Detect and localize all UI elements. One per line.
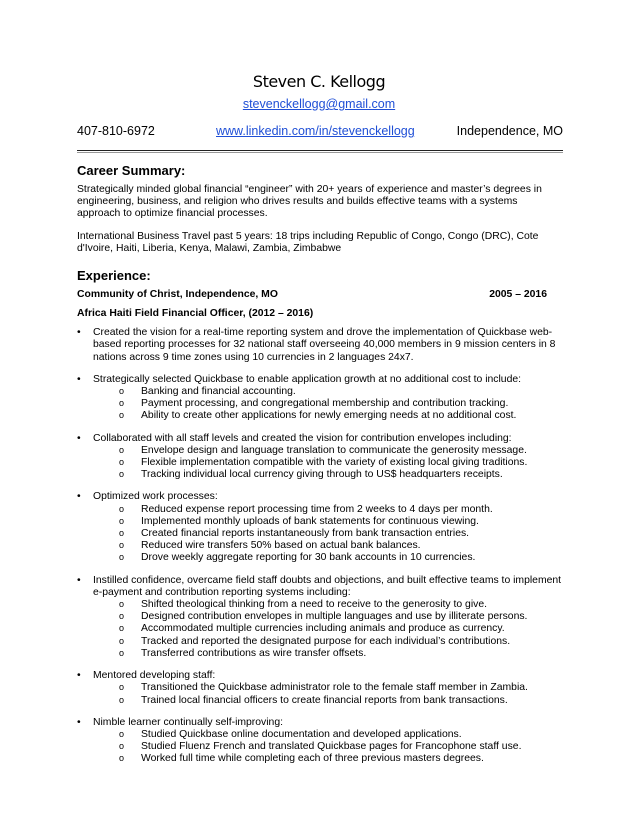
list-item <box>77 433 563 482</box>
contact-line <box>77 124 563 140</box>
experience-heading: Experience: <box>77 268 151 284</box>
summary-paragraph: Strategically minded global financial “engineer” with 20+ years of experience and master’s degrees in engineering, business, and religion who drives results and builds effective teams with a systems approach to optimize financial processes. <box>77 184 542 220</box>
sub-list <box>93 445 563 482</box>
bullet-text: Collaborated with all staff levels and created the vision for contribution envelopes including: <box>93 432 512 444</box>
list-item <box>77 575 563 660</box>
job-title: Africa Haiti Field Financial Officer, (2012 – 2016) <box>77 308 314 320</box>
list-item <box>77 491 563 564</box>
sub-list <box>93 682 563 706</box>
bullet-text: Strategically selected Quickbase to enable application growth at no additional cost to include: <box>93 373 522 385</box>
achievement-list <box>77 327 563 765</box>
bullet-text: Optimized work processes: <box>93 491 218 503</box>
employer-line <box>77 289 563 302</box>
sub-list <box>93 599 563 660</box>
sub-item: o Studied Fluenz French and translated Quickbase pages for Francophone staff use. <box>119 741 563 753</box>
sub-item: o Flexible implementation compatible with the variety of existing local giving traditions. <box>119 457 563 469</box>
phone-number: 407-810-6972 <box>77 124 155 138</box>
sub-item: o Worked full time while completing each of three previous masters degrees. <box>119 753 563 765</box>
sub-item: o Ability to create other applications for newly emerging needs at no additional cost. <box>119 410 563 422</box>
employer-name: Community of Christ, Independence, MO <box>77 289 278 301</box>
bullet-text: Nimble learner continually self-improving: <box>93 716 283 728</box>
email-link[interactable]: stevenckellogg@gmail.com <box>242 97 396 111</box>
candidate-name: Steven C. Kellogg <box>252 72 386 91</box>
sub-item: o Reduced wire transfers 50% based on actual bank balances. <box>119 540 563 552</box>
sub-item: o Accommodated multiple currencies including animals and produce as currency. <box>119 623 563 635</box>
location: Independence, MO <box>456 124 563 138</box>
list-item <box>77 327 563 364</box>
header-divider-shadow <box>77 152 563 153</box>
resume-body <box>77 163 563 776</box>
sub-item: o Reduced expense report processing time from 2 weeks to 4 days per month. <box>119 504 563 516</box>
sub-item: o Envelope design and language translation to communicate the generosity message. <box>119 445 563 457</box>
list-item <box>77 717 563 766</box>
sub-item: o Banking and financial accounting. <box>119 386 563 398</box>
sub-item: o Implemented monthly uploads of bank statements for continuous viewing. <box>119 516 563 528</box>
sub-item: o Tracked and reported the designated purpose for each individual’s contributions. <box>119 636 563 648</box>
list-item <box>77 670 563 707</box>
linkedin-link[interactable]: www.linkedin.com/in/stevenckellogg <box>216 124 415 138</box>
sub-item: o Payment processing, and congregational membership and contribution tracking. <box>119 398 563 410</box>
travel-paragraph: International Business Travel past 5 years: 18 trips including Republic of Congo, Congo (DRC), Cote d'Ivoire, Haiti, Liberia, Kenya, Malawi, Zambia, Zimbabwe <box>77 230 539 254</box>
employment-dates: 2005 – 2016 <box>489 289 547 301</box>
sub-item: o Transferred contributions as wire transfer offsets. <box>119 648 563 660</box>
header-divider <box>77 150 563 151</box>
bullet-text: Instilled confidence, overcame field staff doubts and objections, and built effective teams to implement e-payment and contribution reporting systems including: <box>93 574 562 598</box>
summary-heading: Career Summary: <box>77 163 186 178</box>
sub-item: o Studied Quickbase online documentation and developed applications. <box>119 729 563 741</box>
list-item <box>77 374 563 423</box>
bullet-text: Mentored developing staff: <box>93 670 216 682</box>
sub-item: o Created financial reports instantaneously from bank transaction entries. <box>119 528 563 540</box>
sub-item: o Transitioned the Quickbase administrator role to the female staff member in Zambia. <box>119 682 563 694</box>
sub-item: o Designed contribution envelopes in multiple languages and use by illiterate persons. <box>119 611 563 623</box>
sub-item: o Trained local financial officers to create financial reports from bank transactions. <box>119 695 563 707</box>
sub-list <box>93 729 563 766</box>
sub-item: o Tracking individual local currency giving through to US$ headquarters receipts. <box>119 469 563 481</box>
sub-list <box>93 386 563 423</box>
sub-list <box>93 504 563 565</box>
bullet-text: Created the vision for a real-time reporting system and drove the implementation of Quickbase web-based reporting processes for 32 national staff overseeing 40,000 members in 9 mission centers in 8 nations across 9 time zones using 10 currencies in 2 languages 24x7. <box>93 327 556 363</box>
sub-item: o Drove weekly aggregate reporting for 30 bank accounts in 10 currencies. <box>119 552 563 564</box>
sub-item: o Shifted theological thinking from a need to receive to the generosity to give. <box>119 599 563 611</box>
